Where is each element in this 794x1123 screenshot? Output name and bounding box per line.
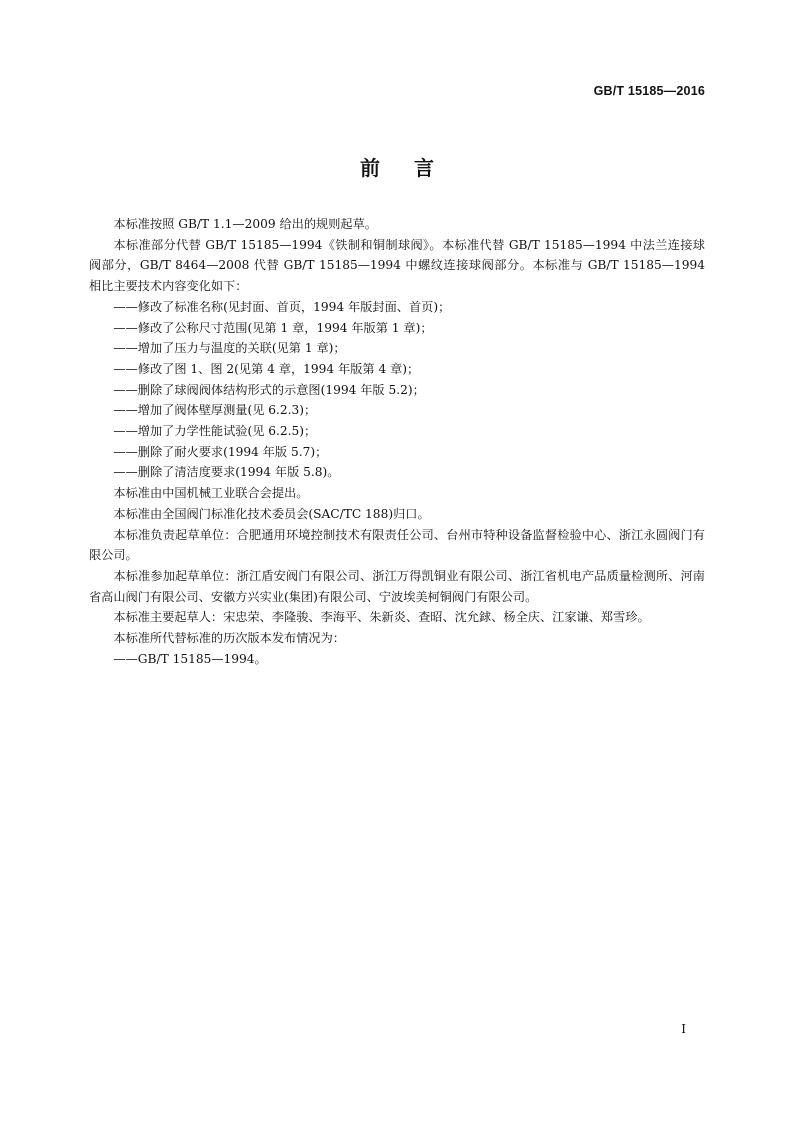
change-list-item: ——增加了力学性能试验(见 6.2.5)； [113, 424, 317, 439]
body-paragraph: 本标准部分代替 GB/T 15185—1994《铁制和铜制球阀》。本标准代替 GB/T 15185—1994 中法兰连接球阀部分，GB/T 8464—2008 代替 GB/T 15185—1994 中螺纹连接球阀部分。本标准与 GB/T 15185—1994 相比主要技术内容变化如下： [89, 237, 705, 294]
page-number: I [681, 1022, 686, 1036]
standard-code: GB/T 15185—2016 [593, 84, 705, 98]
body-paragraph: 本标准由全国阀门标准化技术委员会(SAC/TC 188)归口。 [113, 506, 430, 521]
change-list-item: ——增加了压力与温度的关联(见第 1 章)； [113, 341, 346, 356]
body-paragraph: 本标准主要起草人：宋忠荣、李隆骏、李海平、朱新炎、查昭、沈允銶、杨全庆、江家谦、郑雪珍。 [113, 610, 650, 625]
change-list-item: ——删除了球阀阀体结构形式的示意图(1994 年版 5.2)； [113, 382, 425, 397]
change-list-item: ——修改了图 1、图 2(见第 4 章，1994 年版第 4 章)； [113, 361, 420, 376]
change-list-item: ——删除了耐火要求(1994 年版 5.7)； [113, 444, 328, 459]
body-paragraph: 本标准按照 GB/T 1.1—2009 给出的规则起草。 [113, 217, 377, 231]
page-title: 前言 [360, 156, 468, 180]
body-paragraph: 本标准参加起草单位：浙江盾安阀门有限公司、浙江万得凯铜业有限公司、浙江省机电产品质量检测所、河南省高山阀门有限公司、安徽方兴实业(集团)有限公司、宁波埃美柯铜阀门有限公司。 [89, 568, 705, 604]
change-list-item: ——GB/T 15185—1994。 [113, 651, 267, 666]
body-paragraph: 本标准负责起草单位：合肥通用环境控制技术有限责任公司、台州市特种设备监督检验中心、浙江永圆阀门有限公司。 [89, 527, 705, 563]
change-list-item: ——增加了阀体壁厚测量(见 6.2.3)； [113, 403, 317, 418]
foreword-body [89, 214, 705, 669]
change-list-item: ——删除了清洁度要求(1994 年版 5.8)。 [113, 465, 340, 480]
change-list-item: ——修改了公称尺寸范围(见第 1 章，1994 年版第 1 章)； [113, 320, 433, 335]
body-paragraph: 本标准由中国机械工业联合会提出。 [113, 486, 309, 501]
body-paragraph: 本标准所代替标准的历次版本发布情况为： [113, 631, 345, 646]
change-list-item: ——修改了标准名称(见封面、首页，1994 年版封面、首页)； [113, 299, 451, 314]
